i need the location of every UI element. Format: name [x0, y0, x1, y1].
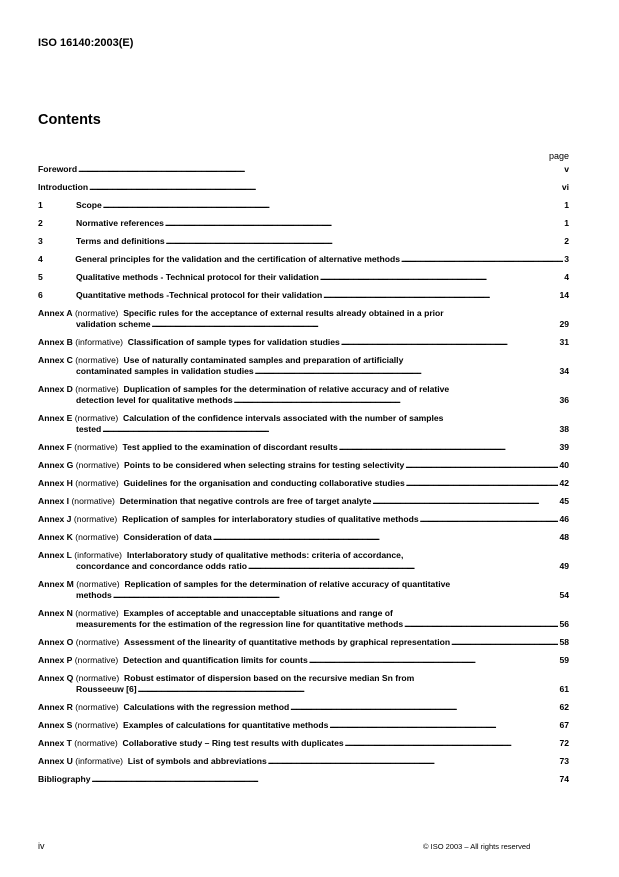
dot-leader	[152, 319, 559, 330]
dot-leader	[213, 532, 559, 543]
toc-entry-title: Calculation of the confidence intervals associated with the number of samples	[123, 413, 444, 423]
toc-entry-title: Test applied to the examination of discordant results	[122, 442, 338, 452]
toc-page-number: 58	[559, 637, 569, 647]
clause-number: 6	[38, 290, 43, 300]
toc-page-number: 54	[559, 590, 569, 600]
toc-entry[interactable]	[38, 774, 569, 785]
toc-entry-title: Terms and definitions	[76, 236, 165, 246]
annex-id: Annex A	[38, 308, 73, 318]
toc-entry-title-continued: measurements for the estimation of the regression line for quantitative methods	[76, 619, 404, 629]
toc-entry-title: Interlaboratory study of qualitative methods: criteria of accordance,	[126, 550, 404, 560]
dot-leader	[341, 337, 559, 348]
toc-entry[interactable]	[38, 290, 569, 301]
toc-entry-title: Robust estimator of dispersion based on the recursive median Sn from	[123, 673, 415, 683]
toc-entry[interactable]	[38, 337, 569, 348]
dot-leader	[234, 395, 559, 406]
annex-type: (normative)	[74, 413, 119, 423]
toc-entry-title: Assessment of the linearity of quantitative methods by graphical representation	[123, 637, 451, 647]
dot-leader	[165, 218, 563, 229]
toc-entry-title: Detection and quantification limits for counts	[123, 655, 308, 665]
annex-id: Annex O	[38, 637, 74, 647]
table-of-contents	[38, 164, 569, 792]
toc-page-number: 38	[559, 424, 569, 434]
clause-number: 4	[38, 254, 43, 264]
dot-leader	[339, 442, 559, 453]
toc-entry-title-continued: tested	[76, 424, 102, 434]
annex-type: (normative)	[74, 442, 118, 452]
toc-entry[interactable]	[38, 673, 569, 695]
annex-type: (normative)	[75, 702, 119, 712]
dot-leader	[323, 290, 558, 301]
annex-type: (normative)	[73, 514, 118, 524]
dot-leader	[166, 236, 564, 247]
toc-entry[interactable]	[38, 254, 569, 265]
toc-page-number: 14	[559, 290, 569, 300]
toc-entry[interactable]	[38, 756, 569, 767]
toc-entry[interactable]	[38, 164, 569, 175]
annex-id: Annex J	[38, 514, 72, 524]
toc-entry[interactable]	[38, 236, 569, 247]
annex-id: Annex N	[38, 608, 73, 618]
toc-page-number: 1	[564, 218, 569, 228]
footer-copyright: © ISO 2003 – All rights reserved	[423, 842, 531, 851]
annex-type: (normative)	[74, 655, 119, 665]
toc-page-number: v	[564, 164, 569, 174]
page-column-label: page	[548, 151, 569, 161]
annex-type: (normative)	[75, 637, 120, 647]
toc-entry-title: Collaborative study – Ring test results with duplicates	[122, 738, 344, 748]
toc-page-number: 3	[564, 254, 569, 264]
page-title: Contents	[38, 112, 101, 128]
toc-page-number: 31	[559, 337, 569, 347]
annex-id: Annex F	[38, 442, 72, 452]
clause-number: 2	[38, 218, 43, 228]
toc-entry[interactable]	[38, 637, 569, 648]
toc-entry-title: Points to be considered when selecting strains for testing selectivity	[123, 460, 405, 470]
clause-number: 5	[38, 272, 43, 282]
dot-leader	[309, 655, 559, 666]
toc-page-number: 49	[559, 561, 569, 571]
annex-id: Annex R	[38, 702, 73, 712]
toc-page-number: 62	[559, 702, 569, 712]
annex-type: (normative)	[71, 496, 115, 506]
dot-leader	[92, 774, 559, 785]
dot-leader	[138, 684, 559, 695]
toc-entry-title: Specific rules for the acceptance of external results already obtained in a prior	[123, 308, 444, 318]
toc-page-number: 42	[559, 478, 569, 488]
toc-page-number: vi	[561, 182, 569, 192]
annex-type: (normative)	[74, 308, 119, 318]
toc-entry-title: Introduction	[38, 182, 89, 192]
toc-entry-title-continued: detection level for qualitative methods	[76, 395, 233, 405]
annex-id: Annex L	[38, 550, 72, 560]
toc-page-number: 2	[564, 236, 569, 246]
toc-entry[interactable]	[38, 514, 569, 525]
toc-entry-title: Calculations with the regression method	[123, 702, 290, 712]
toc-entry-title-continued: concordance and concordance odds ratio	[76, 561, 247, 571]
dot-leader	[329, 720, 558, 731]
dot-leader	[420, 514, 559, 525]
toc-page-number: 56	[559, 619, 569, 629]
dot-leader	[372, 496, 558, 507]
annex-type: (normative)	[75, 532, 119, 542]
toc-entry[interactable]	[38, 720, 569, 731]
toc-entry[interactable]	[38, 182, 569, 193]
toc-page-number: 48	[559, 532, 569, 542]
annex-id: Annex C	[38, 355, 73, 365]
annex-type: (normative)	[75, 673, 120, 683]
annex-type: (normative)	[75, 355, 119, 365]
dot-leader	[451, 637, 558, 648]
dot-leader	[404, 619, 558, 630]
dot-leader	[290, 702, 558, 713]
toc-page-number: 40	[559, 460, 569, 470]
annex-id: Annex U	[38, 756, 73, 766]
toc-page-number: 36	[559, 395, 569, 405]
dot-leader	[89, 182, 561, 193]
annex-id: Annex E	[38, 413, 73, 423]
dot-leader	[345, 738, 559, 749]
footer-page-number: iv	[38, 841, 45, 851]
dot-leader	[248, 561, 558, 572]
toc-page-number: 1	[564, 200, 569, 210]
toc-entry-title: Determination that negative controls are free of target analyte	[119, 496, 372, 506]
toc-entry-title: General principles for the validation and the certification of alternative methods	[75, 254, 401, 264]
toc-entry-title: Use of naturally contaminated samples and preparation of artificially	[123, 355, 404, 365]
toc-entry-title: Duplication of samples for the determination of relative accuracy and of relative	[123, 384, 450, 394]
clause-number: 1	[38, 200, 43, 210]
toc-entry[interactable]	[38, 550, 569, 572]
document-id-header: ISO 16140:2003(E)	[38, 37, 134, 49]
toc-entry[interactable]	[38, 308, 569, 330]
toc-entry[interactable]	[38, 272, 569, 283]
toc-page-number: 67	[559, 720, 569, 730]
toc-entry[interactable]	[38, 532, 569, 543]
toc-entry[interactable]	[38, 478, 569, 489]
toc-entry-title: Examples of acceptable and unacceptable situations and range of	[123, 608, 393, 618]
annex-id: Annex M	[38, 579, 74, 589]
dot-leader	[103, 200, 563, 211]
dot-leader	[401, 254, 563, 265]
dot-leader	[406, 478, 559, 489]
dot-leader	[268, 756, 559, 767]
toc-entry[interactable]	[38, 200, 569, 211]
annex-id: Annex P	[38, 655, 73, 665]
dot-leader	[102, 424, 558, 435]
annex-type: (normative)	[75, 460, 120, 470]
annex-id: Annex T	[38, 738, 72, 748]
annex-type: (normative)	[75, 384, 119, 394]
toc-entry[interactable]	[38, 442, 569, 453]
toc-entry[interactable]	[38, 655, 569, 666]
toc-entry[interactable]	[38, 460, 569, 471]
toc-entry-title: Foreword	[38, 164, 78, 174]
toc-page-number: 73	[559, 756, 569, 766]
annex-type: (informative)	[75, 756, 124, 766]
annex-type: (normative)	[74, 720, 119, 730]
toc-entry-title: Guidelines for the organisation and conducting collaborative studies	[123, 478, 405, 488]
annex-id: Annex Q	[38, 673, 74, 683]
annex-type: (normative)	[75, 478, 119, 488]
toc-entry[interactable]	[38, 355, 569, 377]
dot-leader	[405, 460, 558, 471]
toc-entry[interactable]	[38, 702, 569, 713]
toc-entry-title: Quantitative methods -Technical protocol for their validation	[76, 290, 323, 300]
toc-entry-title: List of symbols and abbreviations	[127, 756, 267, 766]
annex-type: (normative)	[76, 579, 120, 589]
annex-id: Annex D	[38, 384, 73, 394]
toc-entry[interactable]	[38, 496, 569, 507]
toc-page-number: 4	[564, 272, 569, 282]
toc-entry-title: Bibliography	[38, 774, 91, 784]
toc-entry-title-continued: validation scheme	[76, 319, 151, 329]
toc-page-number: 46	[559, 514, 569, 524]
annex-type: (normative)	[74, 738, 118, 748]
toc-entry-title: Replication of samples for interlaboratory studies of qualitative methods	[122, 514, 419, 524]
annex-type: (normative)	[75, 608, 119, 618]
toc-entry[interactable]	[38, 413, 569, 435]
toc-entry-title: Normative references	[76, 218, 164, 228]
toc-page-number: 72	[559, 738, 569, 748]
toc-page-number: 59	[559, 655, 569, 665]
dot-leader	[78, 164, 563, 175]
toc-page-number: 34	[559, 366, 569, 376]
annex-type: (informative)	[75, 337, 124, 347]
toc-entry-title-continued: Rousseeuw [6]	[76, 684, 137, 694]
toc-entry-title: Replication of samples for the determination of relative accuracy of quantitative	[124, 579, 451, 589]
annex-id: Annex G	[38, 460, 74, 470]
annex-id: Annex K	[38, 532, 73, 542]
toc-entry-title: Classification of sample types for validation studies	[127, 337, 340, 347]
toc-entry-title: Scope	[76, 200, 102, 210]
toc-entry-title: Qualitative methods - Technical protocol for their validation	[76, 272, 319, 282]
toc-page-number: 29	[559, 319, 569, 329]
annex-type: (informative)	[74, 550, 123, 560]
toc-page-number: 45	[559, 496, 569, 506]
dot-leader	[255, 366, 559, 377]
toc-page-number: 39	[559, 442, 569, 452]
dot-leader	[320, 272, 563, 283]
toc-entry[interactable]	[38, 608, 569, 630]
toc-entry[interactable]	[38, 384, 569, 406]
toc-page-number: 74	[559, 774, 569, 784]
toc-entry[interactable]	[38, 218, 569, 229]
toc-entry-title-continued: contaminated samples in validation studies	[76, 366, 254, 376]
toc-entry-title-continued: methods	[76, 590, 112, 600]
annex-id: Annex B	[38, 337, 73, 347]
annex-id: Annex S	[38, 720, 73, 730]
toc-entry-title: Examples of calculations for quantitative methods	[123, 720, 329, 730]
toc-entry[interactable]	[38, 738, 569, 749]
dot-leader	[113, 590, 559, 601]
annex-id: Annex H	[38, 478, 73, 488]
toc-entry[interactable]	[38, 579, 569, 601]
toc-entry-title: Consideration of data	[123, 532, 212, 542]
clause-number: 3	[38, 236, 43, 246]
toc-page-number: 61	[559, 684, 569, 694]
annex-id: Annex I	[38, 496, 70, 506]
